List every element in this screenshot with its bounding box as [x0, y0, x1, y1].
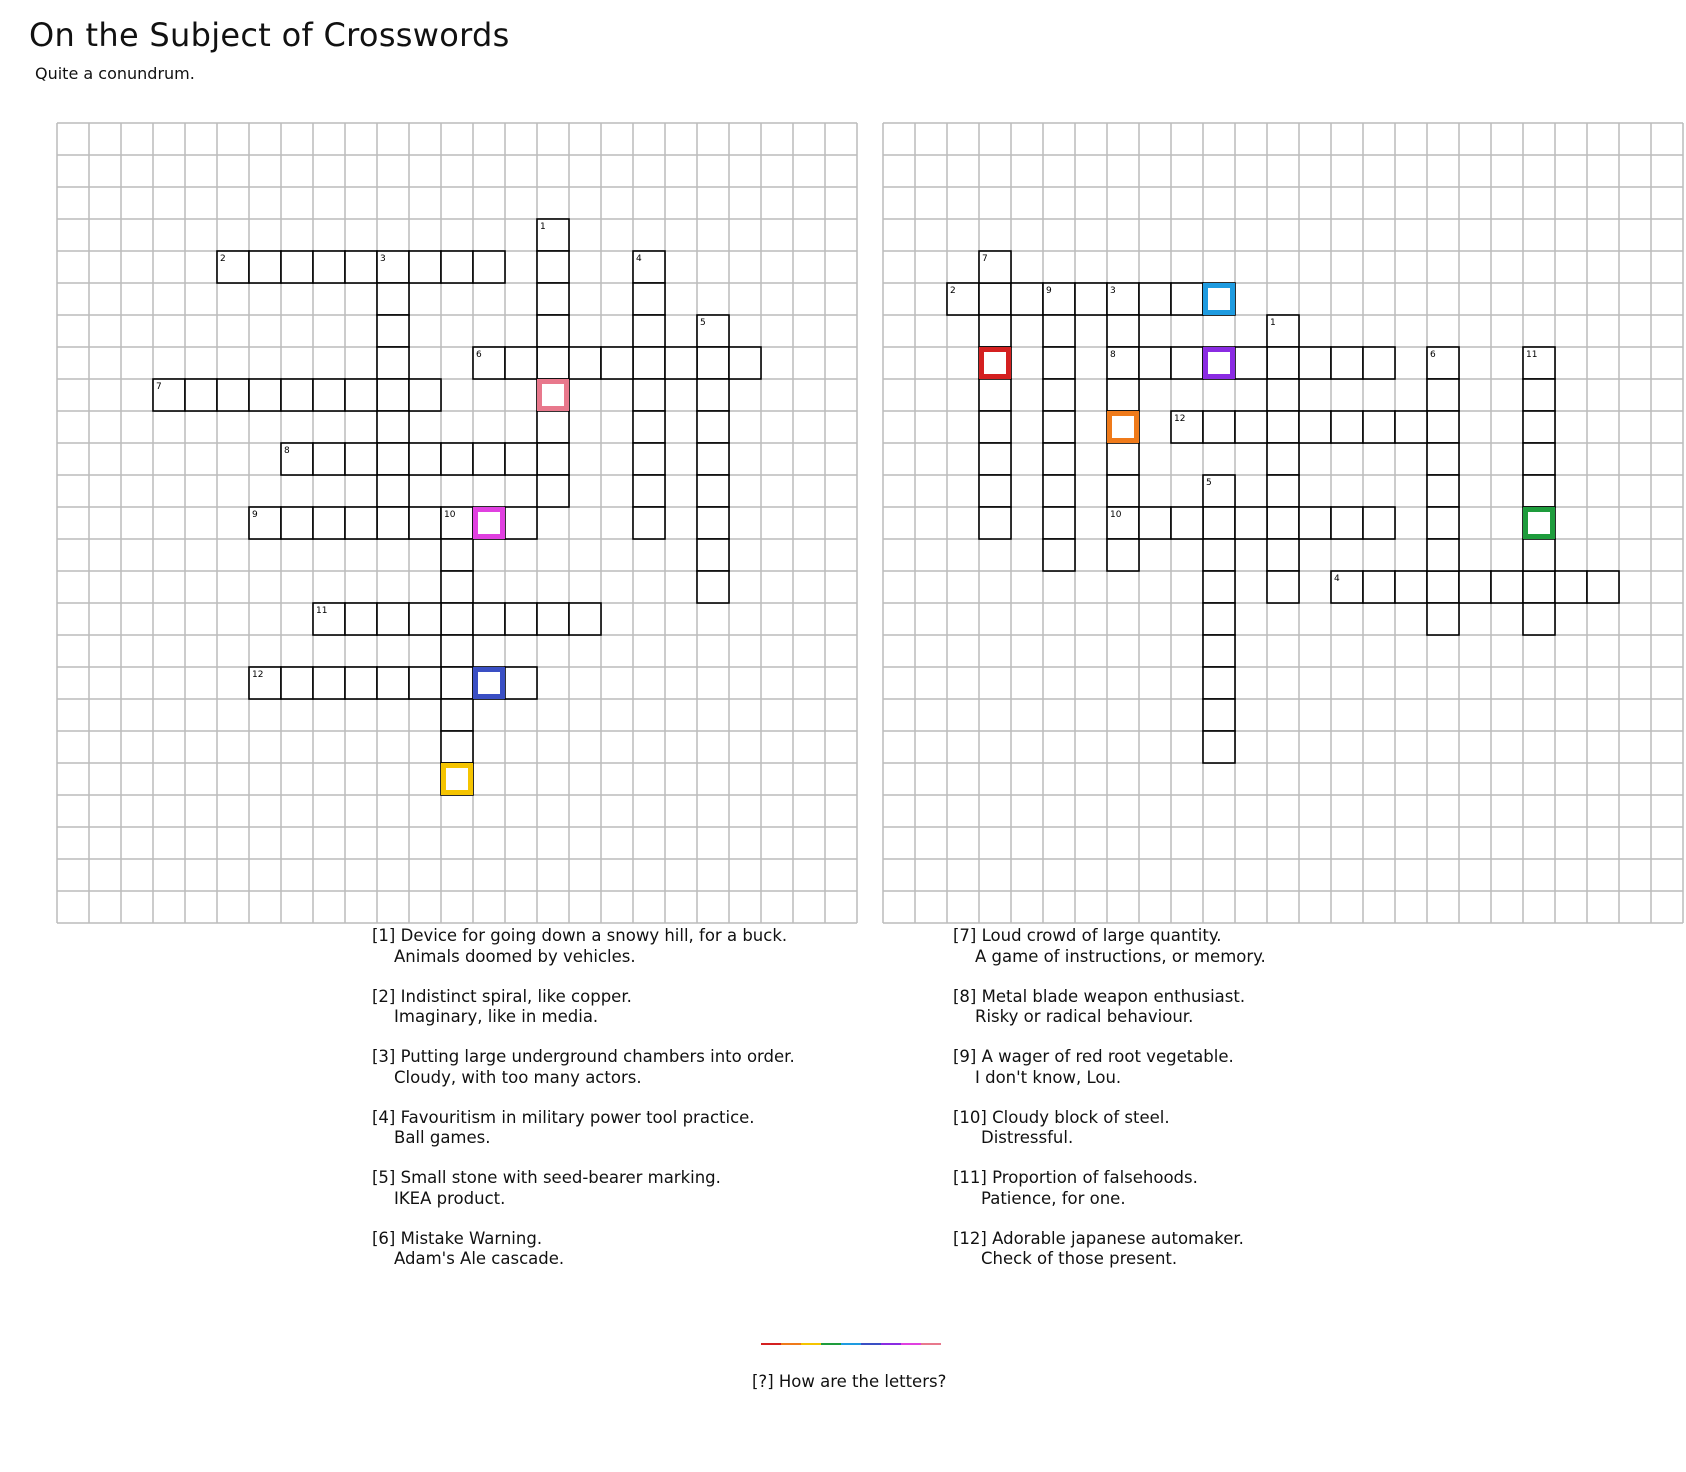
- answer-cell[interactable]: [979, 507, 1011, 539]
- answer-cell[interactable]: [1363, 571, 1395, 603]
- answer-cell[interactable]: [1139, 347, 1171, 379]
- answer-cell[interactable]: [249, 251, 281, 283]
- answer-cell[interactable]: [441, 443, 473, 475]
- clue-text-primary: Metal blade weapon enthusiast.: [976, 986, 1246, 1006]
- answer-cell[interactable]: [441, 539, 473, 571]
- rainbow-segment: [901, 1343, 921, 1345]
- answer-cell[interactable]: [1395, 571, 1427, 603]
- highlighted-cell-pink[interactable]: [540, 382, 567, 409]
- answer-cell[interactable]: [979, 379, 1011, 411]
- answer-cell[interactable]: [281, 379, 313, 411]
- clue-text-primary: Putting large underground chambers into order.: [395, 1047, 795, 1066]
- answer-cell[interactable]: [505, 507, 537, 539]
- clue-item: [372, 926, 892, 967]
- answer-cell[interactable]: [1203, 603, 1235, 635]
- clue-number: 9: [1046, 286, 1052, 296]
- clue-number-label: [9]: [953, 1047, 977, 1066]
- clue-number-label: [10]: [953, 1107, 987, 1127]
- answer-cell[interactable]: [1107, 443, 1139, 475]
- answer-cell[interactable]: [1363, 347, 1395, 379]
- clue-line-primary: [953, 1047, 1234, 1066]
- clue-line-primary: [953, 987, 1245, 1006]
- answer-cell[interactable]: [633, 411, 665, 443]
- answer-cell[interactable]: [729, 347, 761, 379]
- clue-number: 6: [476, 350, 482, 360]
- answer-cell[interactable]: [537, 315, 569, 347]
- answer-cell[interactable]: [537, 347, 569, 379]
- clue-number: 5: [700, 318, 706, 328]
- clue-text-secondary: Check of those present.: [981, 1249, 1178, 1268]
- answer-cell[interactable]: [377, 283, 409, 315]
- clue-number-label: [3]: [372, 1047, 396, 1066]
- clue-text-secondary: Animals doomed by vehicles.: [394, 946, 636, 966]
- answer-cell[interactable]: [1523, 603, 1555, 635]
- highlighted-cell-magenta[interactable]: [476, 510, 503, 537]
- answer-cell[interactable]: [313, 667, 345, 699]
- answer-cell[interactable]: [345, 251, 377, 283]
- highlighted-cell-blue[interactable]: [476, 670, 503, 697]
- clue-line-primary: [372, 1168, 721, 1187]
- answer-cell[interactable]: [1203, 411, 1235, 443]
- answer-cell[interactable]: [409, 507, 441, 539]
- answer-cell[interactable]: [281, 251, 313, 283]
- answer-cell[interactable]: [1107, 315, 1139, 347]
- clue-number: 11: [316, 606, 328, 616]
- clue-line-primary: [953, 1229, 1244, 1248]
- answer-cell[interactable]: [1427, 379, 1459, 411]
- answer-cell[interactable]: [979, 283, 1011, 315]
- rainbow-segment: [761, 1343, 781, 1345]
- clue-text-primary: Proportion of falsehoods.: [986, 1168, 1198, 1187]
- highlighted-cell-green[interactable]: [1526, 510, 1553, 537]
- clue-line-primary: [953, 926, 1221, 945]
- answer-cell[interactable]: [409, 379, 441, 411]
- clue-line-primary: [372, 1108, 755, 1127]
- clue-item: [953, 1168, 1473, 1209]
- clue-number: 3: [380, 254, 386, 264]
- answer-cell[interactable]: [1299, 347, 1331, 379]
- answer-cell[interactable]: [1587, 571, 1619, 603]
- answer-cell[interactable]: [633, 315, 665, 347]
- clue-number: 9: [252, 510, 258, 520]
- answer-cell[interactable]: [377, 667, 409, 699]
- answer-cell[interactable]: [1363, 411, 1395, 443]
- answer-cell[interactable]: [1043, 539, 1075, 571]
- answer-cell[interactable]: [697, 539, 729, 571]
- answer-cell[interactable]: [345, 443, 377, 475]
- clue-line-primary: [372, 1047, 795, 1066]
- answer-cell[interactable]: [1267, 507, 1299, 539]
- clue-number: 1: [540, 222, 546, 232]
- answer-cell[interactable]: [1523, 443, 1555, 475]
- clue-text-secondary: Risky or radical behaviour.: [975, 1007, 1194, 1026]
- answer-cell[interactable]: [377, 379, 409, 411]
- clue-number: 5: [1206, 478, 1212, 488]
- answer-cell[interactable]: [633, 283, 665, 315]
- clue-item: [372, 1168, 892, 1209]
- answer-cell[interactable]: [1075, 283, 1107, 315]
- clue-text-primary: Cloudy block of steel.: [986, 1107, 1170, 1127]
- answer-cell[interactable]: [1427, 539, 1459, 571]
- answer-cell[interactable]: [1043, 411, 1075, 443]
- answer-cell[interactable]: [1267, 347, 1299, 379]
- clue-number: 3: [1110, 286, 1116, 296]
- clue-text-secondary: Imaginary, like in media.: [394, 1007, 599, 1026]
- answer-cell[interactable]: [1043, 315, 1075, 347]
- clue-number-label: [5]: [372, 1168, 396, 1187]
- answer-cell[interactable]: [409, 667, 441, 699]
- clue-line-primary: [953, 1168, 1198, 1187]
- answer-cell[interactable]: [1203, 539, 1235, 571]
- answer-cell[interactable]: [377, 315, 409, 347]
- answer-cell[interactable]: [697, 475, 729, 507]
- answer-cell[interactable]: [633, 507, 665, 539]
- answer-cell[interactable]: [697, 571, 729, 603]
- answer-cell[interactable]: [1203, 699, 1235, 731]
- answer-cell[interactable]: [1491, 571, 1523, 603]
- clue-text-primary: Loud crowd of large quantity.: [976, 926, 1222, 945]
- clue-number: 2: [220, 254, 226, 264]
- rainbow-segment: [881, 1343, 901, 1345]
- highlighted-cell-orange[interactable]: [1110, 414, 1137, 441]
- answer-cell[interactable]: [1427, 443, 1459, 475]
- answer-cell[interactable]: [345, 379, 377, 411]
- answer-cell[interactable]: [665, 347, 697, 379]
- clue-item: [953, 1047, 1473, 1088]
- clue-number: 6: [1430, 350, 1436, 360]
- clue-number: 11: [1526, 350, 1538, 360]
- clue-text-secondary: Adam's Ale cascade.: [394, 1249, 565, 1268]
- rainbow-segment: [921, 1343, 941, 1345]
- answer-cell[interactable]: [1235, 347, 1267, 379]
- answer-cell[interactable]: [1107, 539, 1139, 571]
- clue-line-primary: [372, 987, 632, 1006]
- answer-cell[interactable]: [1107, 379, 1139, 411]
- answer-cell[interactable]: [1363, 507, 1395, 539]
- answer-cell[interactable]: [377, 475, 409, 507]
- answer-cell[interactable]: [1523, 379, 1555, 411]
- answer-cell[interactable]: [979, 315, 1011, 347]
- answer-cell[interactable]: [1395, 411, 1427, 443]
- answer-cell[interactable]: [409, 251, 441, 283]
- answer-cell[interactable]: [441, 603, 473, 635]
- highlighted-cell-red[interactable]: [982, 350, 1009, 377]
- clue-item: [953, 1229, 1473, 1270]
- answer-cell[interactable]: [1299, 507, 1331, 539]
- clue-text-primary: Device for going down a snowy hill, for a buck.: [395, 926, 788, 945]
- answer-cell[interactable]: [697, 507, 729, 539]
- clue-item: [372, 1108, 892, 1149]
- clue-text-primary: Favouritism in military power tool practice.: [395, 1107, 755, 1127]
- answer-cell[interactable]: [537, 283, 569, 315]
- answer-cell[interactable]: [979, 443, 1011, 475]
- answer-cell[interactable]: [441, 699, 473, 731]
- answer-cell[interactable]: [1203, 507, 1235, 539]
- answer-cell[interactable]: [281, 667, 313, 699]
- answer-cell[interactable]: [313, 443, 345, 475]
- answer-cell[interactable]: [569, 603, 601, 635]
- answer-cell[interactable]: [1523, 539, 1555, 571]
- answer-cell[interactable]: [313, 379, 345, 411]
- answer-cell[interactable]: [1427, 507, 1459, 539]
- page-title: On the Subject of Crosswords: [29, 16, 510, 54]
- answer-cell[interactable]: [569, 347, 601, 379]
- answer-cell[interactable]: [1235, 507, 1267, 539]
- answer-cell[interactable]: [249, 379, 281, 411]
- highlighted-cell-yellow[interactable]: [444, 766, 471, 793]
- answer-cell[interactable]: [1299, 411, 1331, 443]
- answer-cell[interactable]: [409, 603, 441, 635]
- answer-cell[interactable]: [505, 443, 537, 475]
- clue-line-primary: [953, 1108, 1170, 1127]
- clue-number-label: [4]: [372, 1107, 396, 1127]
- answer-cell[interactable]: [441, 635, 473, 667]
- answer-cell[interactable]: [1267, 379, 1299, 411]
- rainbow-segment: [861, 1343, 881, 1345]
- answer-cell[interactable]: [345, 507, 377, 539]
- answer-cell[interactable]: [1267, 571, 1299, 603]
- clue-item: [372, 1229, 892, 1270]
- answer-cell[interactable]: [537, 603, 569, 635]
- answer-cell[interactable]: [281, 507, 313, 539]
- answer-cell[interactable]: [1203, 667, 1235, 699]
- answer-cell[interactable]: [633, 379, 665, 411]
- answer-cell[interactable]: [505, 347, 537, 379]
- answer-cell[interactable]: [537, 443, 569, 475]
- clue-text-primary: Mistake Warning.: [395, 1228, 543, 1248]
- clue-item: [372, 987, 892, 1028]
- clue-number-label: [6]: [372, 1228, 396, 1248]
- answer-cell[interactable]: [1203, 731, 1235, 763]
- clue-number: 8: [1110, 350, 1116, 360]
- answer-cell[interactable]: [473, 603, 505, 635]
- clue-number: 2: [950, 286, 956, 296]
- answer-cell[interactable]: [1171, 347, 1203, 379]
- answer-cell[interactable]: [377, 347, 409, 379]
- answer-cell[interactable]: [377, 507, 409, 539]
- clue-number-label: [2]: [372, 986, 396, 1006]
- clue-number: 10: [444, 510, 456, 520]
- page-subtitle: Quite a conundrum.: [35, 64, 195, 83]
- clue-text-secondary: Patience, for one.: [981, 1188, 1126, 1208]
- answer-cell[interactable]: [1043, 379, 1075, 411]
- answer-cell[interactable]: [1267, 443, 1299, 475]
- answer-cell[interactable]: [409, 443, 441, 475]
- answer-cell[interactable]: [1043, 347, 1075, 379]
- answer-cell[interactable]: [377, 411, 409, 443]
- clue-item: [372, 1047, 892, 1088]
- clue-text-secondary: IKEA product.: [394, 1188, 506, 1208]
- answer-cell[interactable]: [633, 475, 665, 507]
- clue-line-primary: [372, 926, 787, 945]
- answer-cell[interactable]: [1427, 411, 1459, 443]
- answer-cell[interactable]: [1267, 539, 1299, 571]
- answer-cell[interactable]: [185, 379, 217, 411]
- answer-cell[interactable]: [979, 475, 1011, 507]
- hint-question: [?] How are the letters?: [752, 1372, 947, 1391]
- answer-cell[interactable]: [697, 411, 729, 443]
- answer-cell[interactable]: [697, 443, 729, 475]
- clue-text-secondary: A game of instructions, or memory.: [975, 946, 1266, 966]
- answer-cell[interactable]: [1043, 443, 1075, 475]
- rainbow-segment: [821, 1343, 841, 1345]
- answer-cell[interactable]: [1267, 475, 1299, 507]
- answer-cell[interactable]: [1139, 283, 1171, 315]
- answer-cell[interactable]: [1331, 411, 1363, 443]
- answer-cell[interactable]: [1043, 507, 1075, 539]
- clue-list-right: [953, 926, 1473, 1289]
- clue-item: [953, 926, 1473, 967]
- answer-cell[interactable]: [601, 347, 633, 379]
- clue-number: 10: [1110, 510, 1122, 520]
- clue-list-left: [372, 926, 892, 1289]
- answer-cell[interactable]: [345, 603, 377, 635]
- answer-cell[interactable]: [1331, 507, 1363, 539]
- rainbow-segment: [841, 1343, 861, 1345]
- answer-cell[interactable]: [1171, 283, 1203, 315]
- answer-cell[interactable]: [697, 379, 729, 411]
- answer-cell[interactable]: [633, 347, 665, 379]
- clue-text-secondary: Distressful.: [981, 1128, 1074, 1147]
- answer-cell[interactable]: [441, 731, 473, 763]
- answer-cell[interactable]: [377, 603, 409, 635]
- answer-cell[interactable]: [1331, 347, 1363, 379]
- answer-cell[interactable]: [1459, 571, 1491, 603]
- clue-number: 4: [1334, 574, 1340, 584]
- clue-number-label: [12]: [953, 1228, 987, 1248]
- answer-cell[interactable]: [1203, 635, 1235, 667]
- answer-cell[interactable]: [441, 251, 473, 283]
- clue-number-label: [11]: [953, 1168, 987, 1187]
- clue-number: 7: [156, 382, 162, 392]
- answer-cell[interactable]: [505, 667, 537, 699]
- answer-cell[interactable]: [537, 475, 569, 507]
- answer-cell[interactable]: [1267, 411, 1299, 443]
- answer-cell[interactable]: [505, 603, 537, 635]
- clue-text-primary: Adorable japanese automaker.: [986, 1228, 1244, 1248]
- answer-cell[interactable]: [377, 443, 409, 475]
- answer-cell[interactable]: [1139, 507, 1171, 539]
- crossword-board-right: [880, 120, 1686, 926]
- clue-text-secondary: I don't know, Lou.: [975, 1067, 1122, 1087]
- highlighted-cell-purple[interactable]: [1206, 350, 1233, 377]
- answer-cell[interactable]: [441, 571, 473, 603]
- rainbow-segment: [801, 1343, 821, 1345]
- clue-number-label: [1]: [372, 926, 396, 945]
- answer-cell[interactable]: [473, 251, 505, 283]
- answer-cell[interactable]: [1427, 603, 1459, 635]
- answer-cell[interactable]: [1427, 571, 1459, 603]
- answer-cell[interactable]: [473, 443, 505, 475]
- clue-number: 12: [252, 670, 264, 680]
- answer-cell[interactable]: [1427, 475, 1459, 507]
- clue-text-secondary: Ball games.: [394, 1128, 491, 1147]
- answer-cell[interactable]: [1523, 411, 1555, 443]
- clue-number: 1: [1270, 318, 1276, 328]
- answer-cell[interactable]: [1555, 571, 1587, 603]
- clue-text-primary: A wager of red root vegetable.: [976, 1047, 1234, 1066]
- clue-number-label: [7]: [953, 926, 977, 945]
- answer-cell[interactable]: [1235, 411, 1267, 443]
- clue-number: 7: [982, 254, 988, 264]
- answer-cell[interactable]: [217, 379, 249, 411]
- answer-cell[interactable]: [441, 667, 473, 699]
- clue-text-secondary: Cloudy, with too many actors.: [394, 1067, 642, 1087]
- answer-cell[interactable]: [537, 251, 569, 283]
- answer-cell[interactable]: [345, 667, 377, 699]
- clue-number: 4: [636, 254, 642, 264]
- answer-cell[interactable]: [537, 411, 569, 443]
- answer-cell[interactable]: [1043, 475, 1075, 507]
- clue-text-primary: Indistinct spiral, like copper.: [395, 986, 632, 1006]
- answer-cell[interactable]: [633, 443, 665, 475]
- answer-cell[interactable]: [697, 347, 729, 379]
- clue-number: 12: [1174, 414, 1186, 424]
- answer-cell[interactable]: [313, 251, 345, 283]
- answer-cell[interactable]: [1107, 475, 1139, 507]
- answer-cell[interactable]: [979, 411, 1011, 443]
- answer-cell[interactable]: [1171, 507, 1203, 539]
- clue-number: 8: [284, 446, 290, 456]
- rainbow-segment: [781, 1343, 801, 1345]
- clue-text-primary: Small stone with seed-bearer marking.: [395, 1168, 721, 1187]
- answer-cell[interactable]: [1523, 475, 1555, 507]
- highlighted-cell-light-blue[interactable]: [1206, 286, 1233, 313]
- rainbow-divider: [761, 1343, 941, 1345]
- answer-cell[interactable]: [1203, 571, 1235, 603]
- answer-cell[interactable]: [313, 507, 345, 539]
- clue-item: [953, 987, 1473, 1028]
- crossword-board-left: [54, 120, 860, 926]
- answer-cell[interactable]: [1011, 283, 1043, 315]
- answer-cell[interactable]: [1523, 571, 1555, 603]
- clue-line-primary: [372, 1229, 542, 1248]
- clue-item: [953, 1108, 1473, 1149]
- clue-number-label: [8]: [953, 986, 977, 1006]
